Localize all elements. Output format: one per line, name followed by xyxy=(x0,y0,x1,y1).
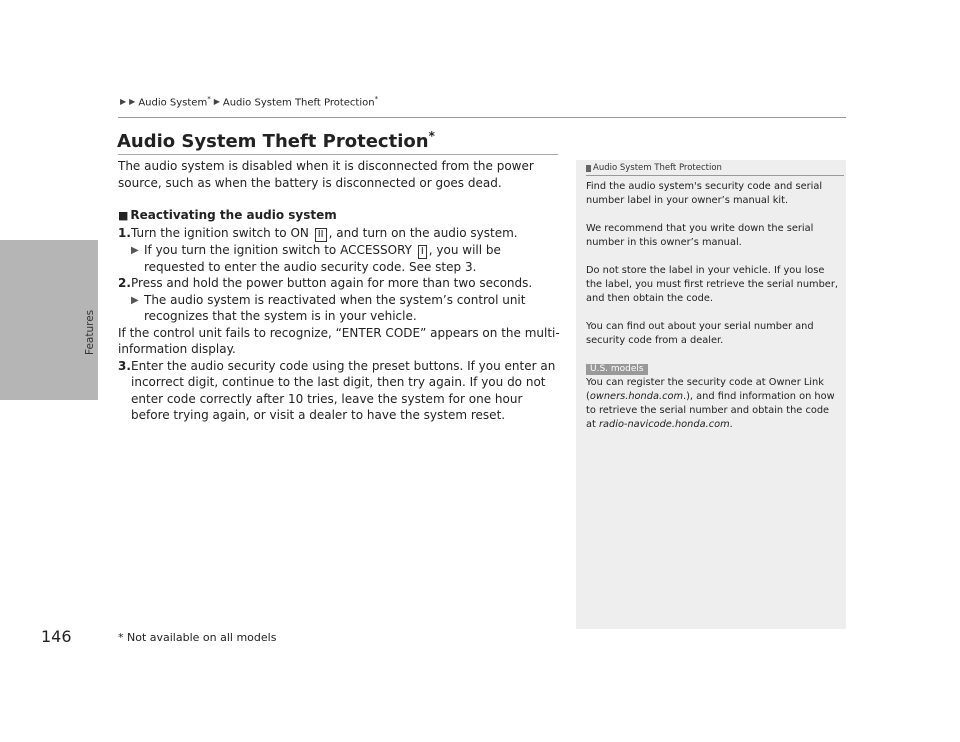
radio-code-link[interactable]: radio-navicode.honda.com xyxy=(598,419,730,430)
sidebar-heading: Audio System Theft Protection xyxy=(586,163,722,173)
page-title: Audio System Theft Protection* xyxy=(117,129,435,152)
square-bullet-icon: ■ xyxy=(118,209,129,222)
page-number: 146 xyxy=(41,627,72,646)
step-1-note: ▶ If you turn the ignition switch to ACCESSORY I , you will be requested to enter the audio security code. See step 3. xyxy=(131,242,501,274)
step-3: 3. Enter the audio security code using the preset buttons. If you enter an incorrect digit, continue to the last digit, then try again. If you do not enter code correctly after 10 tries, leave the system for one hour before trying again, or visit a dealer to have the system reset. xyxy=(118,358,556,422)
note-arrow-icon: ▶ xyxy=(131,294,139,306)
chapter-label: Features xyxy=(84,309,96,355)
intro-paragraph: The audio system is disabled when it is disconnected from the power source, such as when the battery is disconnected or goes dead. xyxy=(118,159,534,190)
step-2-note-cont: If the control unit fails to recognize, “ENTER CODE” appears on the multi-information display. xyxy=(118,325,560,356)
breadcrumb-arrow-icon: ▶ xyxy=(129,97,136,107)
step-2: 2. Press and hold the power button again for more than two seconds. xyxy=(118,276,533,290)
sidebar-paragraph: We recommend that you write down the serial number in this owner’s manual. xyxy=(586,223,814,248)
owner-link[interactable]: owners.honda.com xyxy=(589,391,683,402)
ignition-key-icon: II xyxy=(315,228,327,242)
breadcrumb-arrow-icon: ▶ xyxy=(213,97,220,107)
breadcrumb-item[interactable]: Audio System* xyxy=(138,95,211,109)
bookmark-icon xyxy=(586,165,591,172)
header-divider xyxy=(118,117,846,118)
title-divider xyxy=(118,154,558,155)
ignition-key-icon: I xyxy=(418,245,427,259)
footnote: * Not available on all models xyxy=(118,631,277,644)
note-arrow-icon: ▶ xyxy=(131,244,139,256)
breadcrumb-item[interactable]: Audio System Theft Protection* xyxy=(222,95,379,109)
breadcrumb-arrow-icon: ▶ xyxy=(120,97,127,107)
region-badge: U.S. models xyxy=(586,364,648,375)
sidebar-body xyxy=(586,180,841,446)
sidebar-paragraph: Do not store the label in your vehicle. If you lose the label, you must first retrieve the serial number, and then obtain the code. xyxy=(586,265,838,304)
main-content xyxy=(118,158,563,424)
sidebar-divider xyxy=(586,175,844,176)
step-1: 1. Turn the ignition switch to ON II , and turn on the audio system. xyxy=(118,225,518,240)
sidebar-paragraph: You can register the security code at Owner Link (owners.honda.com.), and find information on how to retrieve the serial number and obtain the code at radio-navicode.honda.com. xyxy=(586,377,835,430)
step-2-note: ▶ The audio system is reactivated when the system’s control unit recognizes that the system is in your vehicle. xyxy=(131,292,526,323)
sidebar-paragraph: Find the audio system's security code and serial number label in your owner’s manual kit. xyxy=(586,181,823,206)
breadcrumb xyxy=(120,95,378,108)
sidebar-paragraph: You can find out about your serial number and security code from a dealer. xyxy=(586,321,814,346)
section-heading: ■ Reactivating the audio system xyxy=(118,208,337,222)
